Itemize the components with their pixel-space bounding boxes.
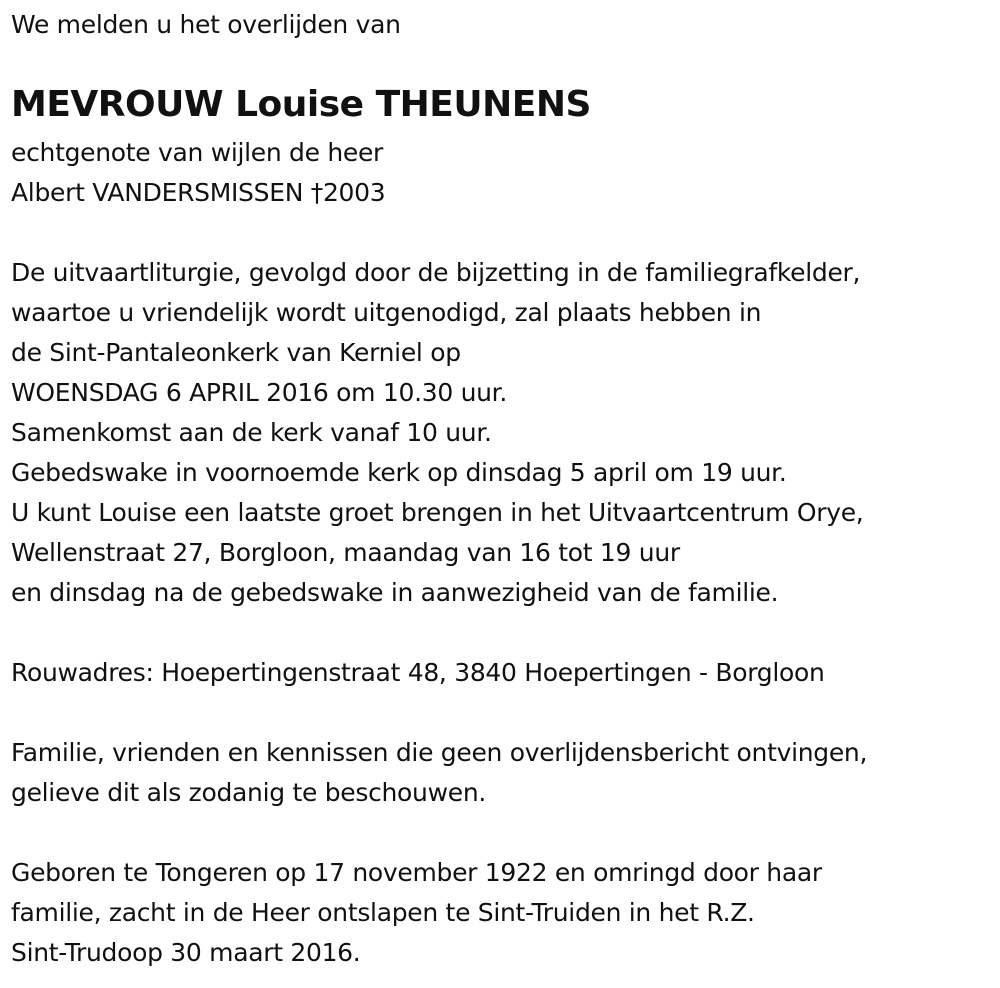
- spouse-line-2: Albert VANDERSMISSEN †2003: [11, 178, 386, 207]
- ceremony-line: U kunt Louise een laatste groet brengen in het Uitvaartcentrum Orye,: [11, 498, 864, 527]
- birth-line: Sint-Trudoop 30 maart 2016.: [11, 938, 361, 967]
- notice-line: gelieve dit als zodanig te beschouwen.: [11, 778, 487, 807]
- ceremony-line: Wellenstraat 27, Borgloon, maandag van 16 tot 19 uur: [11, 538, 680, 567]
- ceremony-line: en dinsdag na de gebedswake in aanwezigheid van de familie.: [11, 578, 779, 607]
- ceremony-line: WOENSDAG 6 APRIL 2016 om 10.30 uur.: [11, 378, 508, 407]
- intro-line: We melden u het overlijden van: [11, 10, 401, 39]
- birth-line: Geboren te Tongeren op 17 november 1922 en omringd door haar: [11, 858, 822, 887]
- ceremony-line: Gebedswake in voornoemde kerk op dinsdag 5 april om 19 uur.: [11, 458, 787, 487]
- ceremony-line: De uitvaartliturgie, gevolgd door de bijzetting in de familiegrafkelder,: [11, 258, 861, 287]
- deceased-name: MEVROUW Louise THEUNENS: [11, 84, 591, 125]
- ceremony-line: de Sint-Pantaleonkerk van Kerniel op: [11, 338, 461, 367]
- ceremony-line: waartoe u vriendelijk wordt uitgenodigd, zal plaats hebben in: [11, 298, 762, 327]
- spouse-line-1: echtgenote van wijlen de heer: [11, 138, 384, 167]
- ceremony-line: Samenkomst aan de kerk vanaf 10 uur.: [11, 418, 492, 447]
- notice-line: Familie, vrienden en kennissen die geen overlijdensbericht ontvingen,: [11, 738, 868, 767]
- mourning-address: Rouwadres: Hoepertingenstraat 48, 3840 Hoepertingen - Borgloon: [11, 658, 825, 687]
- birth-line: familie, zacht in de Heer ontslapen te Sint-Truiden in het R.Z.: [11, 898, 755, 927]
